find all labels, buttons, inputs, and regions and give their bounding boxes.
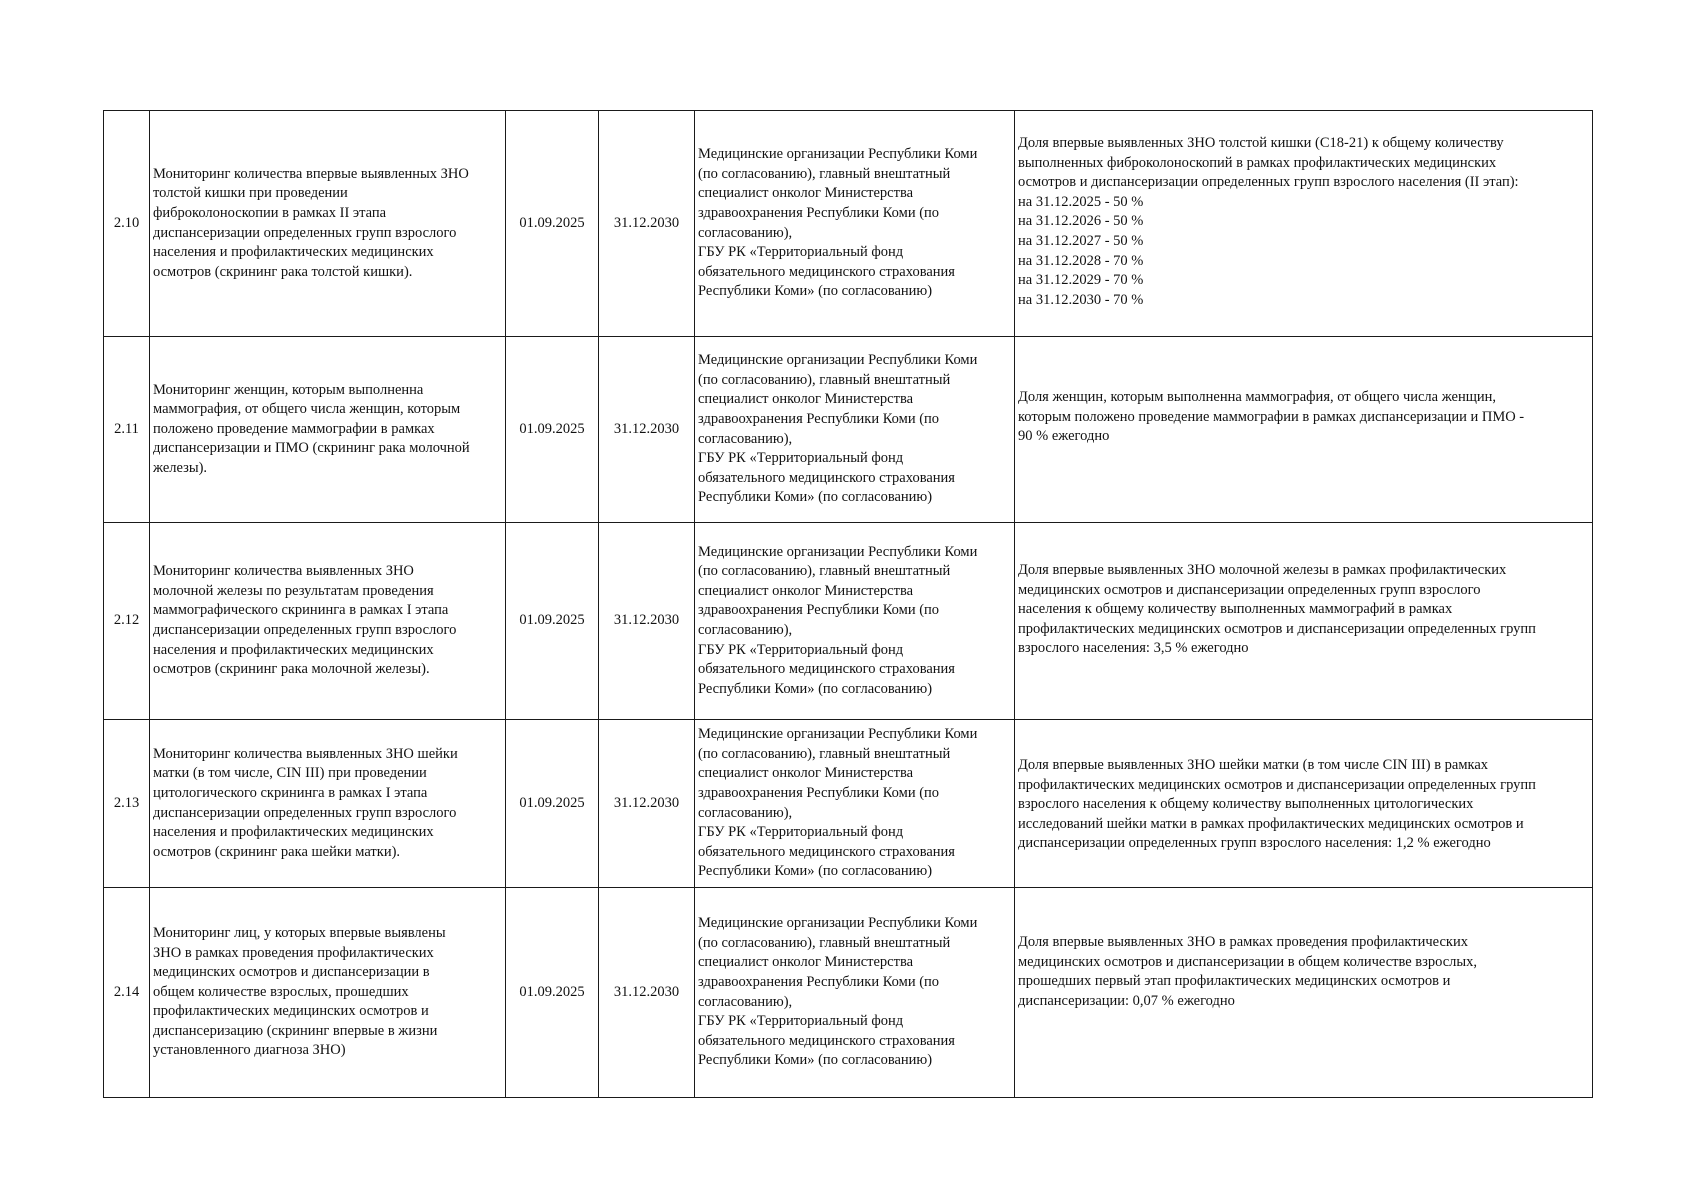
text-line: Медицинские организации Республики Коми <box>698 146 978 163</box>
text-line: здравоохранения Республики Коми (по <box>698 973 940 990</box>
text-line: осмотров и диспансеризации определенных групп взрослого населения (II этап): <box>1018 174 1519 191</box>
target-indicator <box>1015 888 1593 1098</box>
text-line: согласованию), <box>698 224 793 241</box>
measures-table <box>103 110 1593 1098</box>
text-line: диспансеризации определенных групп взрослого <box>153 622 457 638</box>
text-line: которым положено проведение маммографии в рамках диспансеризации и ПМО - <box>1018 408 1525 425</box>
text-line: общем количестве взрослых, прошедших <box>153 983 409 1000</box>
text-line: (по согласованию), главный внештатный <box>698 371 951 388</box>
text-line: медицинских осмотров и диспансеризации в общем количестве взрослых, <box>1018 953 1478 970</box>
text-line: диспансеризации и ПМО (скрининг рака молочной <box>153 440 470 457</box>
responsible-parties <box>695 523 1015 720</box>
end-date: 31.12.2030 <box>599 111 695 337</box>
text-line: здравоохранения Республики Коми (по <box>698 204 940 221</box>
responsible-parties <box>695 337 1015 523</box>
text-line: железы). <box>153 459 208 476</box>
table-row <box>104 111 1593 337</box>
text-line: ГБУ РК «Территориальный фонд <box>698 450 904 467</box>
text-line: профилактических медицинских осмотров и диспансеризации определенных групп <box>1018 620 1536 637</box>
start-date: 01.09.2025 <box>506 720 599 888</box>
text-line: исследований шейки матки в рамках профилактических медицинских осмотров и <box>1018 815 1524 832</box>
text-line: Республики Коми» (по согласованию) <box>698 863 933 880</box>
end-date: 31.12.2030 <box>599 337 695 523</box>
text-line: профилактических медицинских осмотров и <box>153 1003 429 1020</box>
text-line: профилактических медицинских осмотров и диспансеризации определенных групп <box>1018 776 1536 793</box>
text-line: Доля женщин, которым выполненна маммография, от общего числа женщин, <box>1018 389 1497 405</box>
text-line: толстой кишки при проведении <box>153 185 348 202</box>
text-line: на 31.12.2027 - 50 % <box>1018 232 1144 249</box>
text-line: обязательного медицинского страхования <box>698 843 955 860</box>
responsible-parties <box>695 888 1015 1098</box>
text-line: ГБУ РК «Территориальный фонд <box>698 824 904 841</box>
text-line: медицинских осмотров и диспансеризации определенных групп взрослого <box>1018 581 1481 598</box>
text-line: медицинских осмотров и диспансеризации в <box>153 964 430 981</box>
text-line: Доля впервые выявленных ЗНО молочной железы в рамках профилактических <box>1018 562 1507 578</box>
end-date: 31.12.2030 <box>599 720 695 888</box>
start-date: 01.09.2025 <box>506 523 599 720</box>
text-line: на 31.12.2030 - 70 % <box>1018 291 1144 308</box>
text-line: обязательного медицинского страхования <box>698 263 955 280</box>
start-date: 01.09.2025 <box>506 111 599 337</box>
text-line: (по согласованию), главный внештатный <box>698 745 951 762</box>
text-line: диспансеризацию (скрининг впервые в жизни <box>153 1022 438 1039</box>
text-line: выполненных фиброколоноскопий в рамках профилактических медицинских <box>1018 154 1497 171</box>
text-line: здравоохранения Республики Коми (по <box>698 784 940 801</box>
text-line: Медицинские организации Республики Коми <box>698 352 978 369</box>
text-line: специалист онколог Министерства <box>698 765 914 782</box>
responsible-parties <box>695 720 1015 888</box>
measure-description <box>150 888 506 1098</box>
text-line: Республики Коми» (по согласованию) <box>698 1052 933 1069</box>
text-line: матки (в том числе, CIN III) при проведении <box>153 765 427 782</box>
text-line: (по согласованию), главный внештатный <box>698 934 951 951</box>
text-line: диспансеризации: 0,07 % ежегодно <box>1018 992 1235 1009</box>
text-line: (по согласованию), главный внештатный <box>698 563 951 580</box>
text-line: Республики Коми» (по согласованию) <box>698 283 933 300</box>
text-line: Мониторинг женщин, которым выполненна <box>153 381 424 398</box>
start-date: 01.09.2025 <box>506 888 599 1098</box>
text-line: взрослого населения к общему количеству выполненных цитологических <box>1018 796 1474 813</box>
table-row <box>104 888 1593 1098</box>
text-line: положено проведение маммографии в рамках <box>153 420 435 437</box>
table-row <box>104 337 1593 523</box>
text-line: обязательного медицинского страхования <box>698 1032 955 1049</box>
text-line: согласованию), <box>698 622 793 638</box>
target-indicator <box>1015 337 1593 523</box>
text-line: Республики Коми» (по согласованию) <box>698 680 933 697</box>
item-number: 2.12 <box>104 523 150 720</box>
table-body <box>104 111 1593 1098</box>
text-line: 90 % ежегодно <box>1018 428 1110 445</box>
text-line: осмотров (скрининг рака шейки матки). <box>153 843 401 860</box>
table-row <box>104 720 1593 888</box>
text-line: Мониторинг количества выявленных ЗНО шейки <box>153 745 458 762</box>
text-line: Мониторинг количества впервые выявленных ЗНО <box>153 165 469 182</box>
end-date: 31.12.2030 <box>599 888 695 1098</box>
text-line: ГБУ РК «Территориальный фонд <box>698 244 904 261</box>
item-number: 2.11 <box>104 337 150 523</box>
text-line: населения к общему количеству выполненных маммографий в рамках <box>1018 601 1453 618</box>
text-line: цитологического скрининга в рамках I этапа <box>153 784 428 801</box>
text-line: Доля впервые выявленных ЗНО в рамках проведения профилактических <box>1018 934 1468 950</box>
end-date: 31.12.2030 <box>599 523 695 720</box>
responsible-parties <box>695 111 1015 337</box>
measure-description <box>150 337 506 523</box>
text-line: фиброколоноскопии в рамках II этапа <box>153 204 387 221</box>
text-line: здравоохранения Республики Коми (по <box>698 410 940 427</box>
item-number: 2.14 <box>104 888 150 1098</box>
item-number: 2.10 <box>104 111 150 337</box>
text-line: согласованию), <box>698 993 793 1010</box>
text-line: Республики Коми» (по согласованию) <box>698 489 933 506</box>
table-row <box>104 523 1593 720</box>
text-line: осмотров (скрининг рака молочной железы). <box>153 661 430 678</box>
text-line: Доля впервые выявленных ЗНО толстой кишки (С18-21) к общему количеству <box>1018 135 1504 151</box>
target-indicator <box>1015 523 1593 720</box>
text-line: специалист онколог Министерства <box>698 954 914 971</box>
text-line: на 31.12.2029 - 70 % <box>1018 272 1144 289</box>
text-line: согласованию), <box>698 804 793 821</box>
target-indicator <box>1015 111 1593 337</box>
text-line: диспансеризации определенных групп взрослого <box>153 224 457 241</box>
text-line: ГБУ РК «Территориальный фонд <box>698 641 904 658</box>
text-line: населения и профилактических медицинских <box>153 641 434 658</box>
text-line: прошедших первый этап профилактических медицинских осмотров и <box>1018 973 1451 990</box>
text-line: диспансеризации определенных групп взрослого <box>153 804 457 821</box>
text-line: Доля впервые выявленных ЗНО шейки матки (в том числе CIN III) в рамках <box>1018 757 1489 773</box>
text-line: диспансеризации определенных групп взрослого населения: 1,2 % ежегодно <box>1018 835 1491 852</box>
item-number: 2.13 <box>104 720 150 888</box>
text-line: маммография, от общего числа женщин, которым <box>153 401 461 418</box>
text-line: специалист онколог Министерства <box>698 185 914 202</box>
text-line: Медицинские организации Республики Коми <box>698 915 978 932</box>
text-line: на 31.12.2025 - 50 % <box>1018 193 1144 210</box>
text-line: обязательного медицинского страхования <box>698 661 955 678</box>
text-line: взрослого населения: 3,5 % ежегодно <box>1018 640 1249 657</box>
text-line: здравоохранения Республики Коми (по <box>698 602 940 619</box>
text-line: согласованию), <box>698 430 793 447</box>
text-line: на 31.12.2028 - 70 % <box>1018 252 1144 269</box>
text-line: Медицинские организации Республики Коми <box>698 543 978 560</box>
text-line: обязательного медицинского страхования <box>698 469 955 486</box>
measure-description <box>150 111 506 337</box>
text-line: населения и профилактических медицинских <box>153 824 434 841</box>
text-line: молочной железы по результатам проведения <box>153 582 434 599</box>
text-line: населения и профилактических медицинских <box>153 244 434 261</box>
text-line: Медицинские организации Республики Коми <box>698 726 978 743</box>
start-date: 01.09.2025 <box>506 337 599 523</box>
target-indicator <box>1015 720 1593 888</box>
measure-description <box>150 523 506 720</box>
text-line: установленного диагноза ЗНО) <box>153 1042 346 1059</box>
text-line: осмотров (скрининг рака толстой кишки). <box>153 263 413 280</box>
measure-description <box>150 720 506 888</box>
text-line: на 31.12.2026 - 50 % <box>1018 213 1144 230</box>
text-line: специалист онколог Министерства <box>698 391 914 408</box>
text-line: Мониторинг количества выявленных ЗНО <box>153 563 414 580</box>
text-line: Мониторинг лиц, у которых впервые выявлены <box>153 924 446 941</box>
text-line: ГБУ РК «Территориальный фонд <box>698 1013 904 1030</box>
text-line: специалист онколог Министерства <box>698 582 914 599</box>
text-line: ЗНО в рамках проведения профилактических <box>153 944 434 961</box>
text-line: маммографического скрининга в рамках I этапа <box>153 602 449 619</box>
text-line: (по согласованию), главный внештатный <box>698 165 951 182</box>
